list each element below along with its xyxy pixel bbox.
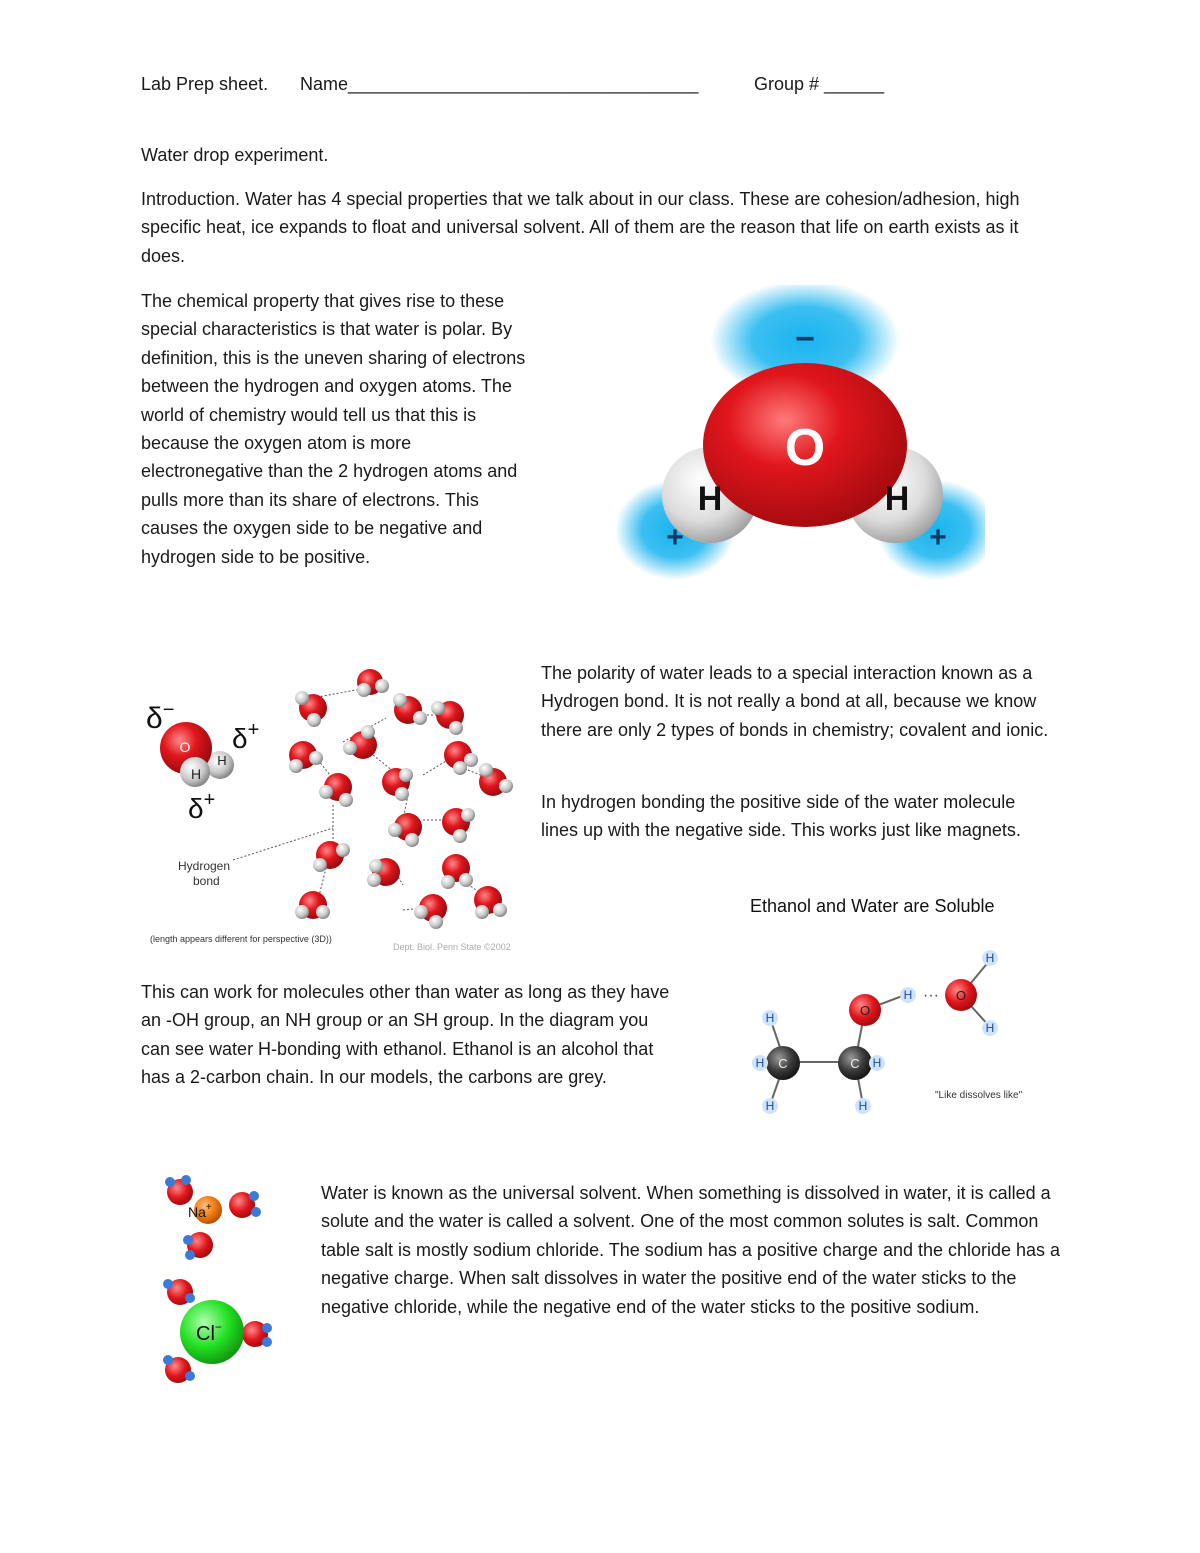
oxygen-label: O [784,419,826,477]
sodium-label: Na [188,1204,206,1220]
carbon-label-2: C [850,1056,860,1071]
delta-plus-sup-1: + [247,719,260,741]
credit-caption: Dept. Biol. Penn State ©2002 [393,942,511,952]
svg-text:δ+ [232,719,259,754]
like-dissolves-like-caption: "Like dissolves like" [935,1090,1023,1101]
h-label-5: H [858,1099,868,1113]
o-label: O [179,739,191,755]
delta-plus-sup-2: + [203,789,216,811]
magnets-paragraph: In hydrogen bonding the positive side of the water molecule lines up with the negative side. This works just like magnets. [541,792,1021,841]
chloride-charge: − [214,1320,222,1334]
salt-dissolving-diagram [150,1160,310,1410]
h-label-6: H [903,988,913,1002]
chloride-label: Cl [196,1323,215,1345]
carbon-label-1: C [778,1056,788,1071]
h-label-bottom: H [190,766,202,782]
water-cluster [289,669,513,929]
universal-solvent-paragraph: Water is known as the universal solvent. When something is dissolved in water, it is called a solute and the water is called a solvent. One of the most common solutes is salt. Common table salt is mostly sodium chloride. The sodium has a positive charge and the chloride has a negative charge. When salt dissolves in water the positive end of the water sticks to the negative chloride, while the negative end of the water sticks to the positive sodium. [321,1183,1061,1317]
sodium-charge: + [205,1202,212,1213]
ethanol-figure-title: Ethanol and Water are Soluble [750,896,995,916]
introduction-paragraph: Introduction. Water has 4 special properties that we talk about in our class. These are cohesion/adhesion, high specific heat, ice expands to float and universal solvent. All of them are the reason that life on earth exists as it does. [141,189,1020,266]
hydrogen-bond-label-2: bond [193,874,220,888]
minus-sign: − [795,320,815,358]
h-label-4: H [872,1056,882,1070]
h-label-1: H [765,1011,775,1025]
h-label-2: H [755,1056,765,1070]
group-number-field[interactable]: Group # ______ [754,74,885,94]
hydrogen-label-right: H [884,480,910,518]
water-molecule-diagram [615,285,985,585]
name-field[interactable]: Name___________________________________ [300,74,699,94]
delta-minus-sup: − [162,699,175,721]
ethanol-water-diagram [705,890,1045,1135]
hydrogen-bond-dots: ··· [923,987,939,1004]
plus-sign-left: + [666,521,684,554]
other-molecules-paragraph: This can work for molecules other than water as long as they have an -OH group, an NH group or an SH group. In the diagram you can see water H-bonding with ethanol. Ethanol is an alcohol that has a 2-carbon chain. In our models, the carbons are grey. [141,982,670,1088]
oxygen-label-water: O [955,988,967,1003]
oxygen-label-ethanol: O [859,1003,871,1018]
svg-text:δ+ [188,789,215,824]
delta-plus-symbol-2: δ [188,793,204,824]
h-label-8: H [985,1021,995,1035]
hydrogen-bond-paragraph: The polarity of water leads to a special interaction known as a Hydrogen bond. It is not really a bond at all, because we know there are only 2 types of bonds in chemistry; covalent and ionic. [541,663,1049,740]
lab-prep-title: Lab Prep sheet. [141,74,269,94]
hydrogen-bond-diagram [138,660,528,955]
delta-minus-symbol: δ [146,702,163,735]
h-label-7: H [985,951,995,965]
h-label-right: H [217,753,227,768]
delta-plus-symbol-1: δ [232,723,248,754]
polarity-paragraph: The chemical property that gives rise to these special characteristics is that water is polar. By definition, this is the uneven sharing of electrons between the hydrogen and oxygen atoms. The world of chemistry would tell us that this is because the oxygen atom is more electronegative than the 2 hydrogen atoms and pulls more than its share of electrons. This causes the oxygen side to be negative and hydrogen side to be positive. [141,291,526,567]
h-label-3: H [765,1099,775,1113]
perspective-caption: (length appears different for perspective (3D)) [150,934,332,944]
hydrogen-label-left: H [697,480,723,518]
hydrogen-bond-label-1: Hydrogen [178,859,231,873]
experiment-title: Water drop experiment. [141,145,329,165]
plus-sign-right: + [929,521,947,554]
